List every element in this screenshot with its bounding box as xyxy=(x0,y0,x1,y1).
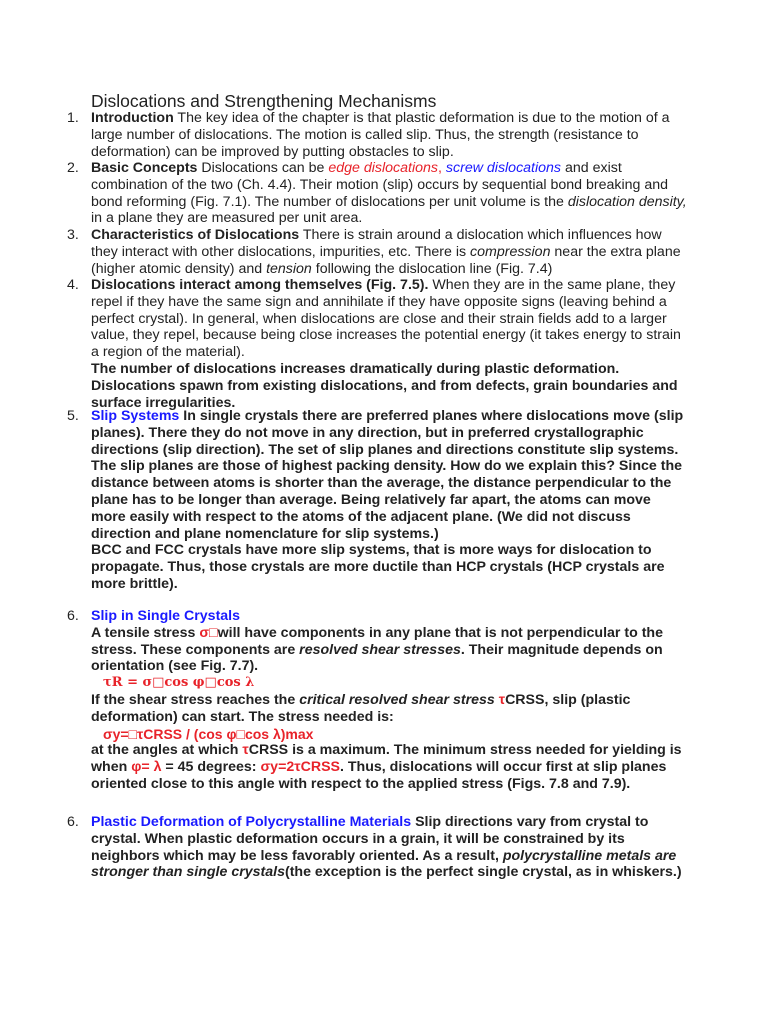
item-text: following the dislocation line (Fig. 7.4) xyxy=(311,260,553,277)
item-heading: Slip Systems xyxy=(91,408,180,424)
item-body xyxy=(91,408,687,593)
angle-symbols: φ= λ xyxy=(131,759,162,776)
item-body xyxy=(91,608,687,793)
item-text: in a plane they are measured per unit area. xyxy=(91,210,363,227)
item-body xyxy=(91,277,687,411)
item-text: = 45 degrees: xyxy=(161,759,261,776)
item-heading: Characteristics of Dislocations xyxy=(91,227,300,243)
tau-symbol: τ xyxy=(242,742,249,759)
item-text: will have components in any plane that is not perpendicular to the stress. These components are xyxy=(91,624,663,658)
item-paragraph xyxy=(91,408,687,458)
item-text: at the angles at which xyxy=(91,742,243,759)
formula-resolved-shear: τR = σ□cos φ□cos λ xyxy=(103,675,255,691)
item-body xyxy=(91,227,687,277)
tension-term: tension xyxy=(266,260,312,277)
formula-min-yield: σy=2τCRSS xyxy=(260,759,340,776)
tau-symbol: τ xyxy=(494,691,506,708)
item-paragraph xyxy=(91,742,687,792)
item-body xyxy=(91,160,687,227)
separator: , xyxy=(438,160,446,176)
item-text: The key idea of the chapter is that plastic deformation is due to the motion of a large number of dislocations. The motion is called slip. Thus, the strength (resistance to deformation) can be improved by putting obstacles to slip. xyxy=(91,110,670,160)
screw-dislocations-term: screw dislocations xyxy=(445,160,562,176)
item-text: and exist combination of the two (Ch. 4.4). Their motion (slip) occurs by sequential bond breaking and bond reforming (Fig. 7.1). The number of dislocations per unit volume is the xyxy=(91,160,669,210)
item-heading: Basic Concepts xyxy=(91,160,198,176)
item-text: When they are in the same plane, they repel if they have the same sign and annihilate if they have opposite signs (leaving behind a perfect crystal). In general, when dislocations are close and their strain fields add to a larger value, they repel, because being close increases the potential energy (it takes energy to strain a region of the material). xyxy=(91,277,681,361)
item-body xyxy=(91,110,687,160)
item-number: 3. xyxy=(67,227,79,243)
item-paragraph: BCC and FCC crystals have more slip systems, that is more ways for dislocation to propagate. Thus, those crystals are more ductile than HCP crystals (HCP crystals are more brittle). xyxy=(91,542,665,592)
item-number: 6. xyxy=(67,814,79,830)
item-text: There is strain around a dislocation which influences how they interact with other dislocations, impurities, etc. There is xyxy=(91,227,662,260)
item-number: 6. xyxy=(67,608,79,624)
item-number: 5. xyxy=(67,408,79,424)
item-text: Dislocations can be xyxy=(197,160,329,176)
item-paragraph xyxy=(91,625,687,675)
edge-dislocations-term: edge dislocations xyxy=(328,160,439,176)
item-heading: Slip in Single Crystals xyxy=(91,608,241,624)
sigma-symbol: σ□ xyxy=(199,624,218,641)
crss-term: critical resolved shear stress xyxy=(299,691,495,708)
item-heading: Introduction xyxy=(91,110,174,126)
item-text: CRSS, slip (plastic deformation) can start. The stress needed is: xyxy=(91,691,631,725)
item-text: . Thus, dislocations will occur first at slip planes oriented close to this angle with respect to the applied stress (Figs. 7.8 and 7.9). xyxy=(91,759,667,792)
item-text: A tensile stress xyxy=(91,624,200,641)
item-heading: Dislocations interact among themselves (Fig. 7.5). xyxy=(91,277,429,293)
item-text: Slip directions vary from crystal to crystal. When plastic deformation occurs in a grain, it will be constrained by its neighbors which may be less favorably oriented. As a result, xyxy=(91,814,649,864)
item-text: near the extra plane (higher atomic density) and xyxy=(91,243,681,277)
item-number: 2. xyxy=(67,160,79,176)
dislocation-density-term: dislocation density, xyxy=(567,193,687,210)
page-title: Dislocations and Strengthening Mechanisms xyxy=(91,91,437,111)
item-paragraph: The slip planes are those of highest packing density. How do we explain this? Since the distance between atoms is shorter than the average, the distance perpendicular to the plane has to be longer than average. Being relatively far apart, the atoms can move more easily with respect to the atoms of the adjacent plane. (We did not discuss direction and plane nomenclature for slip systems.) xyxy=(91,458,682,542)
item-text: CRSS is a maximum. The minimum stress needed for yielding is when xyxy=(91,742,682,776)
item-bold-paragraph: The number of dislocations increases dramatically during plastic deformation. Dislocations spawn from existing dislocations, and from defects, grain boundaries and surface irregularities. xyxy=(91,360,678,411)
item-body xyxy=(91,814,687,881)
item-paragraph xyxy=(91,277,687,361)
item-number: 1. xyxy=(67,110,79,126)
item-heading: Plastic Deformation of Polycrystalline Materials xyxy=(91,814,412,830)
item-text: If the shear stress reaches the xyxy=(91,691,300,708)
item-paragraph xyxy=(91,692,687,726)
compression-term: compression xyxy=(470,243,551,260)
item-text: In single crystals there are preferred planes where dislocations move (slip planes). There they do not move in any direction, but in preferred crystallographic directions (slip direction). The set of slip planes and directions constitute slip systems. xyxy=(91,408,684,458)
polycrystalline-emphasis: polycrystalline metals are stronger than single crystals xyxy=(91,847,677,881)
item-text: (the exception is the perfect single crystal, as in whiskers.) xyxy=(284,864,682,881)
item-text: . Their magnitude depends on orientation (see Fig. 7.7). xyxy=(91,641,663,675)
item-number: 4. xyxy=(67,277,79,293)
resolved-shear-stresses-term: resolved shear stresses xyxy=(299,641,461,658)
formula-yield-stress: σy=□τCRSS / (cos φ□cos λ)max xyxy=(103,725,314,742)
